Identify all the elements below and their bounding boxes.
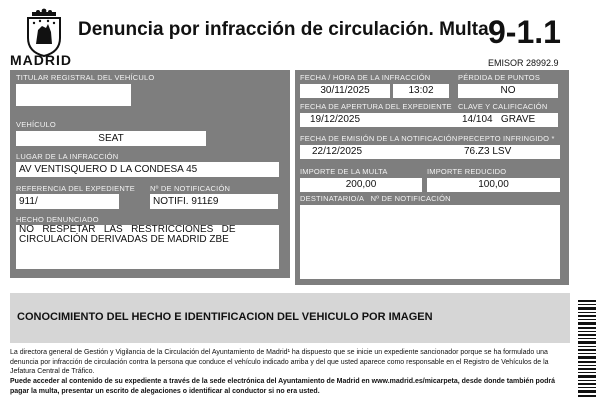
importe-label: IMPORTE DE LA MULTA xyxy=(300,167,388,176)
emitter-number: EMISOR 28992.9 xyxy=(488,58,559,68)
hecho-label: HECHO DENUNCIADO xyxy=(16,215,99,224)
notificacion-label: Nº DE NOTIFICACIÓN xyxy=(150,184,231,193)
titular-field xyxy=(16,84,131,106)
vehiculo-field: SEAT xyxy=(16,131,206,146)
document-title: Denuncia por infracción de circulación. Multa xyxy=(78,19,489,40)
infraction-details-panel xyxy=(295,70,569,285)
importe-field: 200,00 xyxy=(300,178,422,192)
destinatario-label: DESTINATARIO/A Nº DE NOTIFICACIÓN xyxy=(300,194,451,203)
apertura-label: FECHA DE APERTURA DEL EXPEDIENTE xyxy=(300,102,452,111)
precepto-field: 76.Z3 LSV xyxy=(458,145,560,159)
hecho-field xyxy=(16,225,279,269)
clave-label: CLAVE Y CALIFICACIÓN xyxy=(458,102,548,111)
clave-field: 14/104 GRAVE xyxy=(458,113,558,127)
referencia-field: 911/ xyxy=(16,194,119,209)
reducido-field: 100,00 xyxy=(427,178,560,192)
legal-paragraph-2: Puede acceder al contenido de su expediente a través de la sede electrónica del Ayuntamiento de Madrid en www.madrid.es/micarpeta, desde donde también podrá pagar la multa, presentar un escrito de alegaciones o identificar al conductor si no era usted. xyxy=(10,378,555,395)
fecha-field: 30/11/2025 xyxy=(300,84,390,98)
logo-text: MADRID xyxy=(10,52,72,68)
legal-paragraph-1: La directora general de Gestión y Vigilancia de la Circulación del Ayuntamiento de Madrid¹ ha dispuesto que se inicie un expediente sancionador porque se ha formulado una denuncia por infracción de circulación contra la persona que conduce el vehículo indicado arriba y del que usted aparece como responsable en el Registro de Vehículos de la Jefatura Central de Tráfico. xyxy=(10,349,549,375)
emision-field: 22/12/2025 xyxy=(300,145,460,159)
hecho-line-2: CIRCULACIÓN DERIVADAS DE MADRID ZBE xyxy=(19,234,229,245)
apertura-field: 19/12/2025 xyxy=(300,113,458,127)
emision-label: FECHA DE EMISIÓN DE LA NOTIFICACIÓN xyxy=(300,134,458,143)
puntos-field: NO xyxy=(458,84,558,98)
reducido-label: IMPORTE REDUCIDO xyxy=(427,167,507,176)
precepto-label: PRECEPTO INFRINGIDO * xyxy=(458,134,555,143)
vehiculo-label: VEHÍCULO xyxy=(16,120,56,129)
notificacion-field: NOTIFI. 911£9 xyxy=(150,194,278,209)
titular-label: TITULAR REGISTRAL DEL VEHÍCULO xyxy=(16,73,155,82)
referencia-label: REFERENCIA DEL EXPEDIENTE xyxy=(16,184,135,193)
banner-text: CONOCIMIENTO DEL HECHO E IDENTIFICACION DEL VEHICULO POR IMAGEN xyxy=(17,311,433,323)
hecho-line-1: NO RESPETAR LAS RESTRICCIONES DE xyxy=(19,225,236,235)
fecha-hora-label: FECHA / HORA DE LA INFRACCIÓN xyxy=(300,73,431,82)
lugar-field: AV VENTISQUERO D LA CONDESA 45 xyxy=(16,162,279,177)
vehicle-info-panel xyxy=(10,70,290,278)
destinatario-field xyxy=(300,205,560,279)
document-code: 9-1.1 xyxy=(488,14,561,50)
puntos-label: PÉRDIDA DE PUNTOS xyxy=(458,73,541,82)
lugar-label: LUGAR DE LA INFRACCIÓN xyxy=(16,152,119,161)
barcode-graphic xyxy=(578,300,596,398)
hora-field: 13:02 xyxy=(393,84,449,98)
